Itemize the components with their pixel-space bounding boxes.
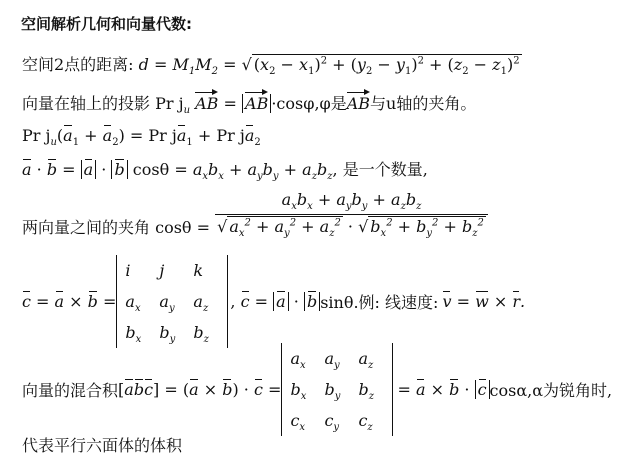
dot-tail: 是一个数量, [342,160,428,179]
det-ay: $a_y$ [159,292,175,315]
det-bz: $b_z$ [193,323,209,346]
cos-phi: ·cosφ,φ是 [271,94,347,113]
mixed-label: 向量的混合积 [22,381,119,400]
det2-cx: $c_x$ [290,411,306,434]
det-i: i [125,261,131,280]
equals-sign: = [223,94,237,113]
prj-text: Pr j [155,94,184,113]
det2-az: $a_z$ [358,349,374,372]
cos-theta: cosθ = [155,218,211,238]
vector-ab: AB [195,94,219,113]
cross-determinant [116,255,228,348]
dot-product-line: a · b = a · b $\cos\theta = a_xb_x + a_yb_y + a_zb_z$, 是一个数量, [22,160,428,183]
abs-vector-ab [242,94,271,113]
det2-by: $b_y$ [324,380,341,403]
det2-cy: $c_y$ [324,411,340,434]
cross-product-line: c = a × b = i j k $a_x$ $a_y$ $a_z$ $b_x$ $b_y$ $b_z$ , c = a · b sinθ.例: 线速度: v = w × r. [22,255,525,348]
section-title: 空间解析几何和向量代数: [21,15,192,33]
det2-ax: $a_x$ [290,349,306,372]
angle-label: 两向量之间的夹角 [22,218,151,238]
prj-sub-u: u [183,105,191,117]
volume-note: 代表平行六面体的体积 [22,436,183,455]
det2-bx: $b_x$ [290,380,307,403]
prj-symbol [155,94,191,117]
angle-fraction: $\frac{a_xb_x + a_yb_y + a_zb_z}{√ a_x^2 + a_y^2 + a_z^2 \cdot √ b_x^2 + b_y^2 + b_z^2}$ [215,190,488,239]
distance-formula: $d = M_1M_2$ = √ $(x_2 - x_1)^2 + (y_2 - y_1)^2 + (z_2 - z_1)^2$ [138,55,520,78]
det-by: $b_y$ [159,323,176,346]
vector-ab-abs: AB [245,94,269,113]
det-az: $a_z$ [193,292,209,315]
det-j: j [159,261,165,280]
det2-ay: $a_y$ [324,349,340,372]
det-bx: $b_x$ [125,323,142,346]
det2-bz: $b_z$ [358,380,374,403]
vector-ab-2: AB [346,94,371,113]
angle-line [22,190,488,239]
det-k: k [193,261,204,280]
prj-sum-line: Pr $j_u(a_1 + a_2) = Pr$ $ja_1 + Pr$ $ja_2$ [22,126,261,149]
distance-label: 空间2点的距离: [22,55,134,74]
projection-label: 向量在轴上的投影 [22,94,151,113]
mixed-product-line: 向量的混合积 [abc] = (a × b) · c = $a_x$ $a_y$ $a_z$ $b_x$ $b_y$ $b_z$ $c_x$ $c_y$ $c_z$ = a × b · c cosα,α为锐角时, [22,343,612,436]
projection-tail: 与u轴的夹角。 [370,94,477,113]
mixed-tail: cosα,α为锐角时, [489,381,613,400]
mixed-determinant [281,343,393,436]
cross-after: sinθ.例: 线速度: [320,293,439,312]
distance-formula-line [22,52,522,77]
det2-cz: $c_z$ [358,411,373,434]
projection-line [22,91,476,116]
det-ax: $a_x$ [125,292,141,315]
